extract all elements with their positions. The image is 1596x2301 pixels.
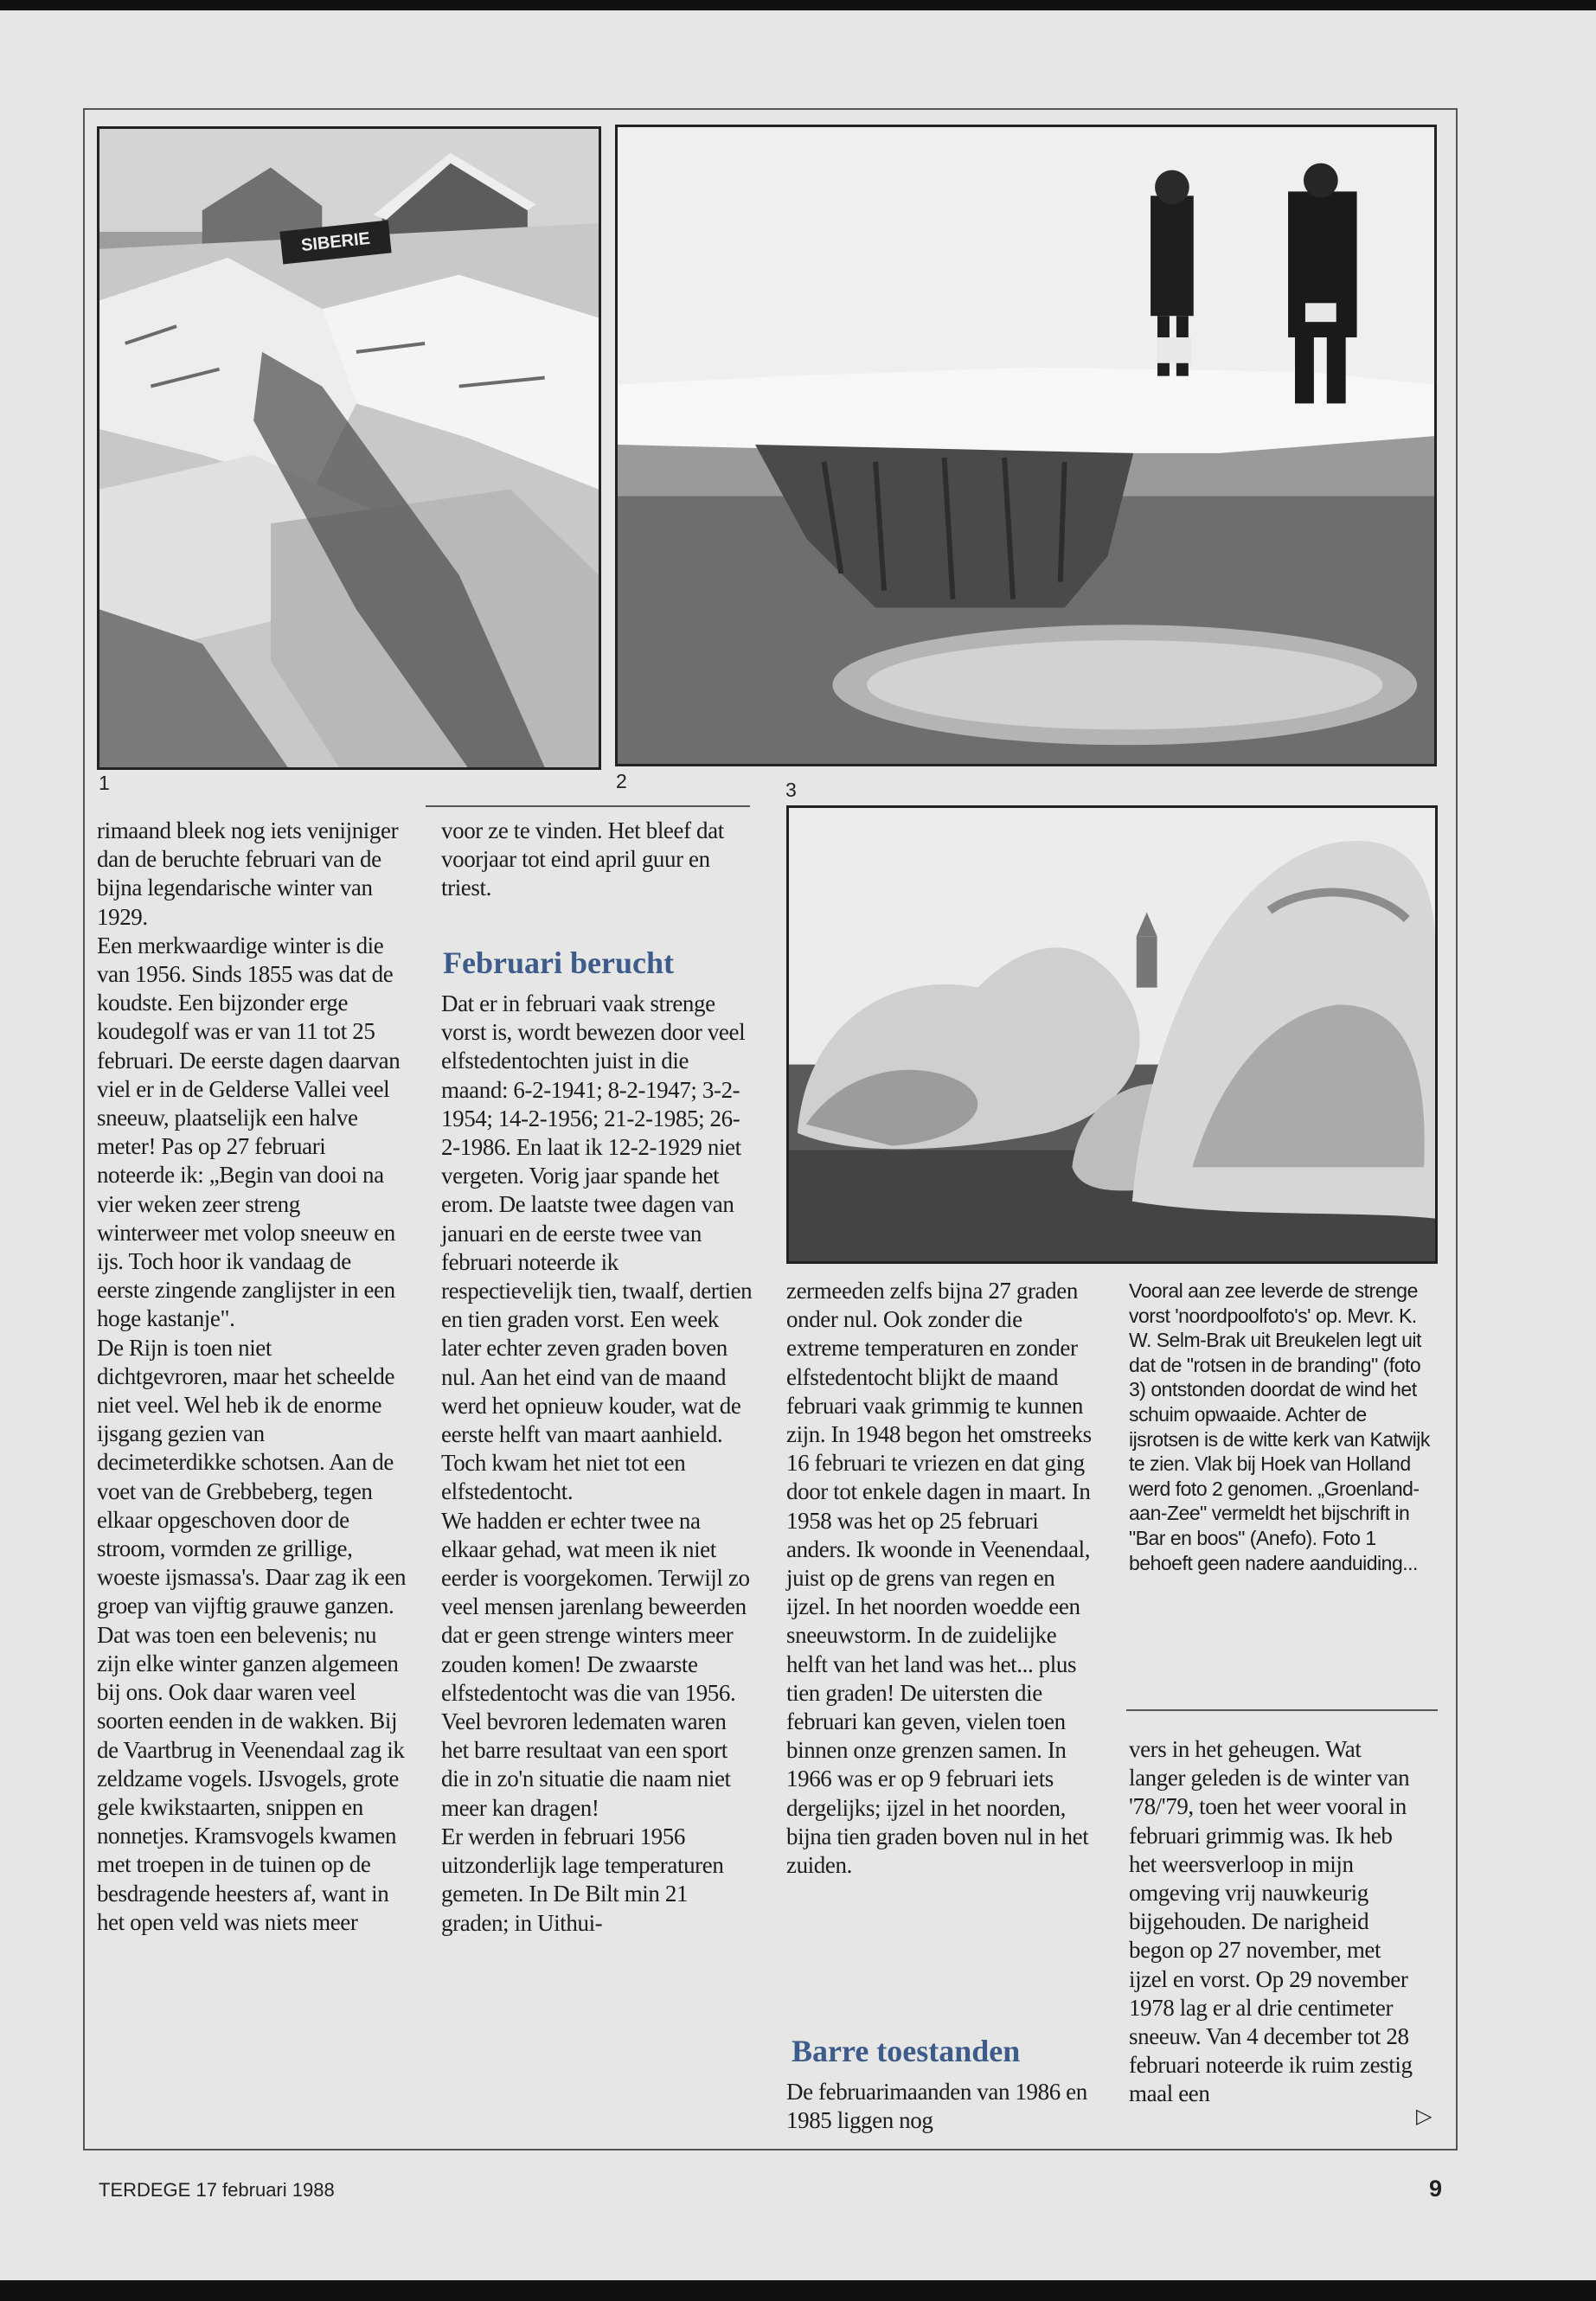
footer-publication: TERDEGE 17 februari 1988 — [99, 2179, 335, 2201]
column-1-paragraph-1: rimaand bleek nog iets venijniger dan de beruchte februari van de bijna legendarische winter van 1929. — [97, 817, 399, 930]
column-2-paragraph-1: voor ze te vinden. Het bleef dat voorjaar tot eind april guur en triest. — [441, 817, 724, 901]
heading-barre-toestanden: Barre toestanden — [792, 2034, 1021, 2068]
photo-1-snow-siberie — [97, 126, 601, 770]
photo-3-number: 3 — [785, 779, 797, 801]
article-column-1 — [97, 817, 407, 1937]
photo-1-number: 1 — [99, 772, 110, 794]
column-1-paragraph-2: Een merkwaardige winter is die van 1956. Sinds 1855 was dat de koudste. Een bijzonder erge koudegolf was er van 11 tot 25 februari. De eerste dagen daarvan viel er in de Gelderse Vallei veel sneeuw, plaatselijk een halve meter! Pas op 27 februari noteerde ik: „Begin van dooi na vier weken zeer streng winterweer met volop sneeuw en ijs. Toch hoor ik vandaag de eerste zingende zanglijster in een hoge kastanje". — [97, 932, 401, 1332]
caption-divider-rule — [1126, 1709, 1438, 1711]
continue-arrow-icon: ▷ — [1416, 2104, 1433, 2128]
scan-edge-bottom — [0, 2280, 1596, 2301]
caption-text: Vooral aan zee leverde de strenge vorst 'noordpoolfoto's' op. Mevr. K. W. Selm-Brak uit Breukelen legt uit dat de "rotsen in de branding" (foto 3) ontstonden doordat de wind het schuim opwaaide. Achter de ijsrotsen is de witte kerk van Katwijk te zien. Vlak bij Hoek van Holland werd foto 2 genomen. „Groenland-aan-Zee" vermeldt het bijschrift in "Bar en boos" (Anefo). Foto 1 behoeft geen nadere aanduiding... — [1129, 1279, 1430, 1574]
siberie-sign: SIBERIE — [279, 221, 391, 265]
page-number: 9 — [1429, 2176, 1443, 2202]
column-divider-rule — [426, 805, 750, 807]
scan-edge-top — [0, 0, 1596, 10]
column-2-paragraph-4: Er werden in februari 1956 uitzonderlijk lage temperaturen gemeten. In De Bilt min 21 graden; in Uithui- — [441, 1823, 724, 1936]
column-1-paragraph-3: De Rijn is toen niet dichtgevroren, maar het scheelde niet veel. Wel heb ik de enorme ijsgang gezien van decimeterdikke schotsen. Aan de voet van de Grebbeberg, tegen elkaar opgeschoven door de stroom, vormden ze grillige, woeste ijsmassa's. Daar zag ik een groep van vijftig grauwe ganzen. Dat was toen een belevenis; nu zijn elke winter ganzen algemeen bij ons. Ook daar waren veel soorten eenden in de wakken. Bij de Vaartbrug in Veenendaal zag ik zeldzame vogels. IJsvogels, grote gele kwikstaarten, snippen en nonnetjes. Kramsvogels kwamen met troepen in de tuinen op de besdragende heesters af, want in het open veld was niets meer — [97, 1334, 407, 1935]
article-column-2-top — [441, 817, 753, 903]
article-column-3-bottom — [786, 2078, 1098, 2135]
photo-caption — [1129, 1279, 1436, 1575]
column-3-paragraph-2: De februarimaanden van 1986 en 1985 liggen nog — [786, 2079, 1087, 2134]
photo-3-ice-rocks-katwijk — [786, 805, 1438, 1264]
column-3-paragraph-1: zermeeden zelfs bijna 27 graden onder nul. Ook zonder die extreme temperaturen en zonder elfstedentocht blijkt de maand februari vaak grimmig te kunnen zijn. In 1948 begon het omstreeks 16 februari te vriezen en dat ging door tot enkele dagen in maart. In 1958 was het op 25 februari anders. Ik woonde in Veenendaal, juist op de grens van regen en ijzel. In het noorden woedde een sneeuwstorm. In de zuidelijke helft van het land was het... plus tien graden! De uitersten die februari kan geven, vielen toen binnen onze grenzen samen. In 1966 was er op 9 februari iets dergelijks; ijzel in het noorden, bijna tien graden boven nul in het zuiden. — [786, 1278, 1092, 1879]
heading-februari-berucht: Februari berucht — [443, 945, 674, 980]
article-column-3 — [786, 1277, 1098, 1880]
photo-2-number: 2 — [616, 770, 627, 792]
photo-2-ice-shelf-people — [615, 125, 1437, 766]
article-column-4 — [1129, 1735, 1413, 2109]
column-2-paragraph-3: We hadden er echter twee na elkaar gehad, wat meen ik niet eerder is voorgekomen. Terwijl zo veel mensen jarenlang beweerden dat er geen strenge winters meer zouden komen! De zwaarste elfstedentocht was die van 1956. Veel bevroren ledematen waren het barre resultaat van een sport die in zo'n situatie die naam niet meer kan dragen! — [441, 1507, 750, 1821]
column-2-paragraph-2: Dat er in februari vaak strenge vorst is, wordt bewezen door veel elfstedentochten juist in die maand: 6-2-1941; 8-2-1947; 3-2-1954; 14-2-1956; 21-2-1985; 26-2-1986. En laat ik 12-2-1929 niet vergeten. Vorig jaar spande het erom. De laatste twee dagen van januari en de eerste twee van februari noteerde ik respectievelijk tien, twaalf, dertien en tien graden vorst. Een week later echter zeven graden boven nul. Aan het eind van de maand werd het opnieuw kouder, wat de eerste helft van maart aanhield. Toch kwam het niet tot een elfstedentocht. — [441, 990, 753, 1505]
column-4-paragraph-1: vers in het geheugen. Wat langer geleden is de winter van '78/'79, toen het weer vooral in februari grimmig was. Ik heb het weersverloop in mijn omgeving vrij nauwkeurig bijgehouden. De narigheid begon op 27 november, met ijzel en vorst. Op 29 november 1978 lag er al drie centimeter sneeuw. Van 4 december tot 28 februari noteerde ik ruim zestig maal een — [1129, 1736, 1413, 2107]
article-column-2 — [441, 990, 753, 1938]
